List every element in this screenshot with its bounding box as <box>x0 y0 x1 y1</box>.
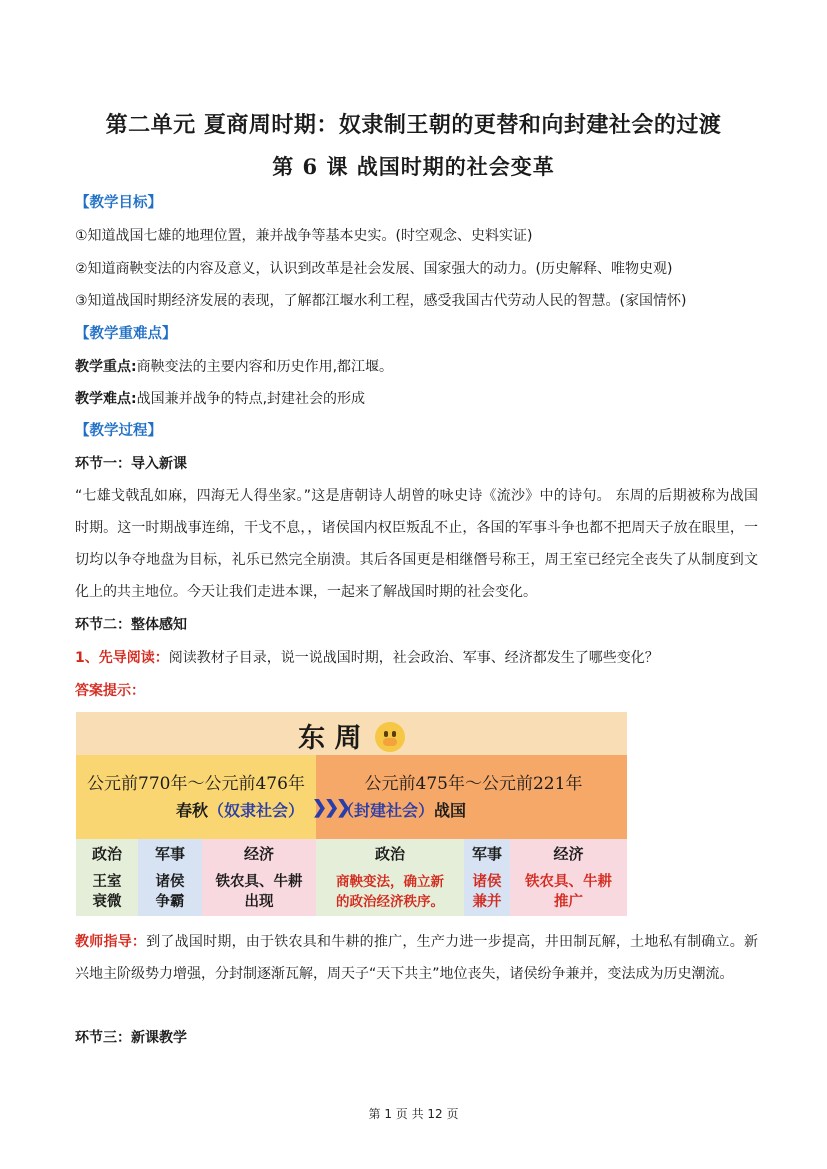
step3-title: 环节三：新课教学 <box>75 1030 187 1046</box>
step1-title: 环节一：导入新课 <box>75 456 187 472</box>
table-title-text: 东 周 <box>298 723 362 754</box>
guide-label: 教师指导： <box>75 934 147 950</box>
goals-heading: 【教学目标】 <box>75 195 162 211</box>
goal-item-3: ③知道战国时期经济发展的表现，了解都江堰水利工程，感受我国古代劳动人民的智慧。(家国情怀) <box>75 293 687 309</box>
col-economy-2: 经济 <box>510 839 627 869</box>
goal-item-2: ②知道商鞅变法的内容及意义，认识到改革是社会发展、国家强大的动力。(历史解释、唯物史观) <box>75 261 673 277</box>
cell-military-1: 诸侯 争霸 <box>138 869 202 916</box>
right-date: 公元前475年～公元前221年 <box>364 774 583 794</box>
reading-label: 1、先导阅读： <box>75 650 169 666</box>
chevrons-right-icon: ❯❯❯ <box>312 797 349 818</box>
unit-title: 第二单元 夏商周时期：奴隶制王朝的更替和向封建社会的过渡 <box>105 112 722 138</box>
process-heading: 【教学过程】 <box>75 423 162 439</box>
left-date: 公元前770年～公元前476年 <box>87 774 305 794</box>
step1-paragraph: “七雄戈戟乱如麻，四海无人得坐家。”这是唐朝诗人胡曾的咏史诗《流沙》中的诗句。 东周的后期被称为战国时期。这一时期战事连绵，干戈不息，，诸侯国内权臣叛乱不止，各国的军事斗争也都不把周天子放在眼里，一切均以争夺地盘为目标，礼乐已然完全崩溃。其后各国更是相继僭号称王，周王室已经完全丧失了从制度到文化上的共主地位。今天让我们走进本课，一起来了解战国时期的社会变化。 <box>75 488 758 600</box>
warring-states-band <box>316 755 627 839</box>
cell-economy-1: 铁农具、牛耕 出现 <box>202 869 316 916</box>
col-politics-1: 政治 <box>76 839 138 869</box>
col-military-1: 军事 <box>138 839 202 869</box>
table-header-band <box>76 712 627 755</box>
goal-item-1: ①知道战国七雄的地理位置，兼并战争等基本史实。(时空观念、史料实证) <box>75 228 533 244</box>
difficulty-line <box>75 389 765 409</box>
col-military-2: 军事 <box>464 839 510 869</box>
difficulty-label: 教学难点: <box>75 391 137 407</box>
answer-label: 答案提示： <box>75 683 145 699</box>
smiley-icon <box>375 722 405 752</box>
cell-military-2: 诸侯 兼并 <box>464 869 510 916</box>
cell-economy-2: 铁农具、牛耕 推广 <box>510 869 627 916</box>
step2-title: 环节二：整体感知 <box>75 617 187 633</box>
left-society: （奴隶社会） <box>208 801 305 820</box>
eastern-zhou-table <box>76 712 627 916</box>
reading-line <box>75 648 765 668</box>
table-title <box>76 716 627 755</box>
reading-text: 阅读教材子目录，说一说战国时期，社会政治、军事、经济都发生了哪些变化？ <box>168 650 659 666</box>
lesson-title: 第 6 课 战国时期的社会变革 <box>272 154 555 179</box>
spring-autumn-band <box>76 755 316 839</box>
guide-paragraph <box>75 926 758 990</box>
cell-politics-2: 商鞅变法，确立新 的政治经济秩序。 <box>316 869 464 916</box>
focus-text: 商鞅变法的主要内容和历史作用,都江堰。 <box>136 359 394 375</box>
col-politics-2: 政治 <box>316 839 464 869</box>
right-period: 战国 <box>434 801 467 820</box>
focus-label: 教学重点: <box>75 359 137 375</box>
page-footer: 第 1 页 共 12 页 <box>368 1107 459 1121</box>
difficulty-text: 战国兼并战争的特点,封建社会的形成 <box>136 391 366 407</box>
guide-text: 到了战国时期，由于铁农具和牛耕的推广，生产力进一步提高，井田制瓦解，土地私有制确立。新兴地主阶级势力增强，分封制逐渐瓦解，周天子“天下共主”地位丧失，诸侯纷争兼并，变法成为历史潮流。 <box>75 934 758 982</box>
keypoints-heading: 【教学重难点】 <box>75 326 177 342</box>
left-period: 春秋 <box>176 801 209 820</box>
col-economy-1: 经济 <box>202 839 316 869</box>
right-society: （封建社会） <box>338 801 435 820</box>
cell-politics-1: 王室 衰微 <box>76 869 138 916</box>
focus-line <box>75 357 765 377</box>
